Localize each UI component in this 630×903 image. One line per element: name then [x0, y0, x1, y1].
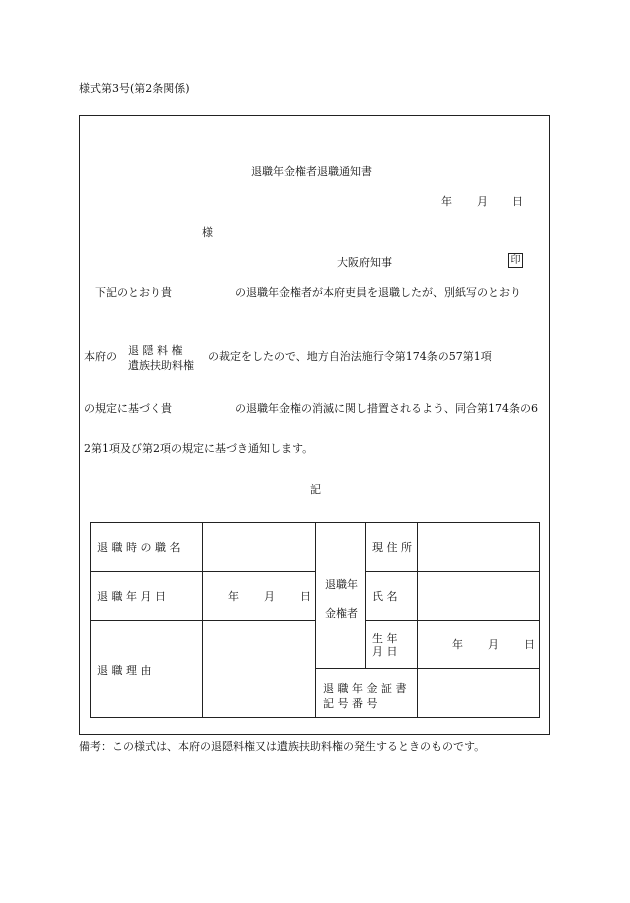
- body-line4: 2第1項及び第2項の規定に基づき通知します。: [84, 442, 314, 455]
- details-table: [90, 522, 540, 718]
- position-label: 退 職 時 の 職 名: [97, 541, 181, 554]
- remarks: 備考：この様式は、本府の退隠料権又は遺族扶助料権の発生するときのものです。: [79, 740, 486, 753]
- reason-label: 退 職 理 由: [97, 664, 152, 677]
- ki-heading: 記: [310, 483, 321, 496]
- cert-label-line2: 記 号 番 号: [323, 697, 378, 710]
- retire-date-year: 年: [228, 590, 239, 603]
- table-divider: [90, 620, 316, 621]
- table-divider: [365, 620, 540, 621]
- body-line2-a: 本府の: [84, 350, 117, 363]
- issuer: 大阪府知事: [337, 256, 392, 269]
- table-divider: [90, 571, 316, 572]
- body-line3-b: の退職年金権の消滅に関し措置されるよう、同合第174条の6: [235, 402, 538, 415]
- table-divider: [315, 668, 540, 669]
- retire-date-label: 退 職 年 月 日: [97, 590, 166, 603]
- birth-label-line1: 生 年: [372, 632, 398, 645]
- birth-month: 月: [488, 638, 499, 651]
- table-divider: [365, 571, 540, 572]
- holder-label-line2: 金権者: [325, 607, 358, 620]
- body-line1-b: の退職年金権者が本府吏員を退職したが、別紙写のとおり: [235, 286, 521, 299]
- body-line2-option-1: 退 隠 料 権: [128, 344, 183, 357]
- document-title: 退職年金権者退職通知書: [251, 165, 372, 178]
- birth-day: 日: [524, 638, 535, 651]
- birth-label-line2: 月 日: [372, 645, 398, 658]
- address-label: 現 住 所: [372, 541, 412, 554]
- birth-year: 年: [452, 638, 463, 651]
- name-label: 氏 名: [372, 590, 398, 603]
- table-divider: [365, 522, 366, 668]
- body-line3-a: の規定に基づく貴: [84, 402, 172, 415]
- date-day: 日: [512, 195, 523, 208]
- form-label: 様式第3号(第2条関係): [79, 82, 190, 95]
- cert-label-line1: 退 職 年 金 証 書: [323, 682, 407, 695]
- seal-mark: 印: [508, 253, 523, 268]
- retire-date-day: 日: [300, 590, 311, 603]
- body-line2-option-2: 遺族扶助料権: [128, 359, 194, 372]
- date-month: 月: [477, 195, 488, 208]
- retire-date-month: 月: [264, 590, 275, 603]
- addressee-suffix: 様: [202, 226, 213, 239]
- body-line2-b: の裁定をしたので、地方自治法施行令第174条の57第1項: [208, 350, 492, 363]
- body-line1-a: 下記のとおり貴: [95, 286, 172, 299]
- date-year: 年: [441, 195, 452, 208]
- holder-label-line1: 退職年: [325, 578, 358, 591]
